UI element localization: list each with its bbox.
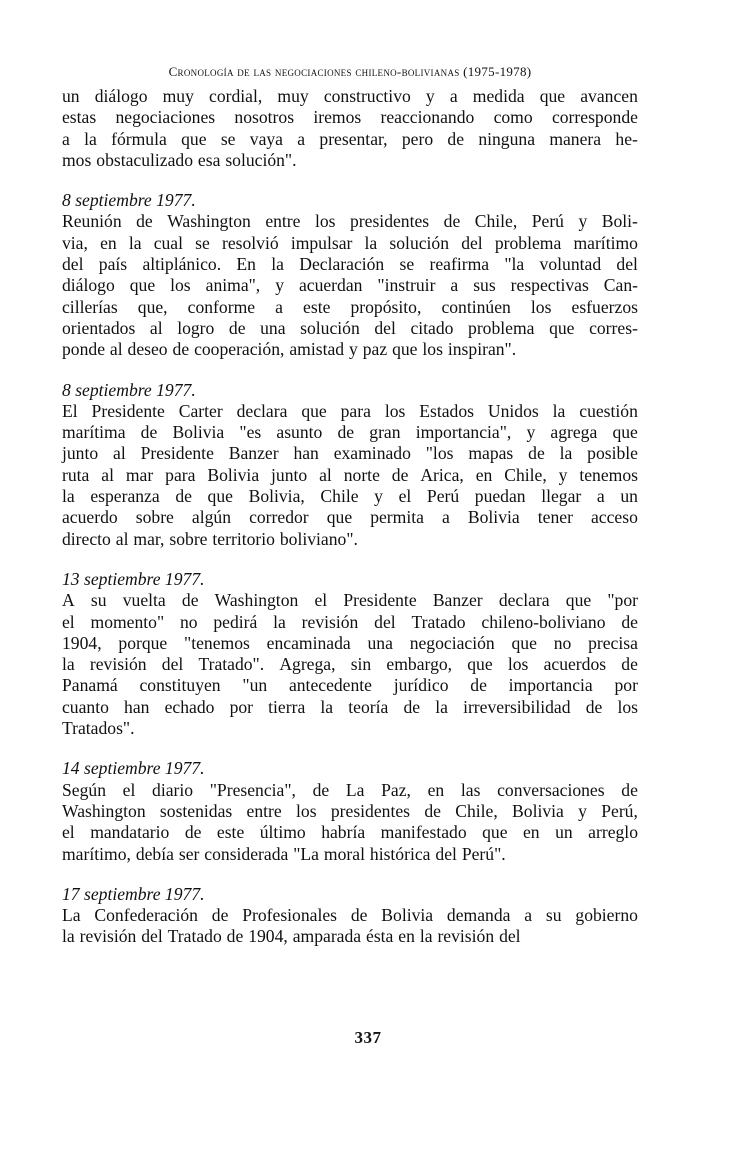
text-line: la revisión del Tratado". Agrega, sin embargo, que los acuerdos de	[62, 654, 638, 675]
text-line: ponde al deseo de cooperación, amistad y paz que los inspiran".	[62, 339, 517, 360]
continuation-paragraph	[62, 86, 638, 171]
text-line: Tratados".	[62, 718, 135, 739]
text-line: 1904, porque "tenemos encaminada una negociación que no precisa	[62, 632, 638, 653]
entry-date: 8 septiembre 1977.	[62, 379, 196, 400]
text-line: el mandatario de este último habría manifestado que en un arreglo	[62, 822, 638, 843]
text-line: junto al Presidente Banzer han examinado "los mapas de la posible	[62, 443, 638, 464]
text-line: la revisión del Tratado de 1904, amparada ésta en la revisión del	[62, 926, 521, 947]
text-line: Reunión de Washington entre los presidentes de Chile, Perú y Boli-	[62, 211, 638, 232]
text-line: cuanto han echado por tierra la teoría de la irreversibilidad de los	[62, 696, 638, 717]
text-line: ruta al mar para Bolivia junto al norte de Arica, en Chile, y tenemos	[62, 464, 638, 485]
entry-paragraph	[62, 211, 638, 360]
text-line: diálogo que los anima", y acuerdan "instruir a sus respectivas Can-	[62, 275, 638, 296]
text-line: del país altiplánico. En la Declaración se reafirma "la voluntad del	[62, 254, 638, 275]
running-title: Cronología de las negociaciones chileno-bolivianas	[168, 64, 460, 79]
running-years: (1975-1978)	[463, 64, 532, 79]
entry-date: 8 septiembre 1977.	[62, 190, 196, 211]
entry-paragraph	[62, 905, 638, 948]
text-line: Washington sostenidas entre los presidentes de Chile, Bolivia y Perú,	[62, 800, 638, 821]
entry-paragraph	[62, 590, 638, 739]
text-line: Según el diario "Presencia", de La Paz, en las conversaciones de	[62, 779, 638, 800]
text-line: cillerías que, conforme a este propósito, continúen los esfuerzos	[62, 296, 638, 317]
entry-date: 14 septiembre 1977.	[62, 758, 205, 779]
text-line: la esperanza de que Bolivia, Chile y el Perú puedan llegar a un	[62, 486, 638, 507]
chronology-entries	[62, 190, 638, 948]
text-line: La Confederación de Profesionales de Bolivia demanda a su gobierno	[62, 905, 638, 926]
book-page	[62, 64, 638, 948]
text-line: el momento" no pedirá la revisión del Tratado chileno-boliviano de	[62, 611, 638, 632]
text-line: a la fórmula que se vaya a presentar, pero de ninguna manera he-	[62, 128, 638, 149]
text-line: marítima de Bolivia "es asunto de gran importancia", y agrega que	[62, 422, 638, 443]
text-line: directo al mar, sobre territorio boliviano".	[62, 528, 358, 549]
text-line: El Presidente Carter declara que para los Estados Unidos la cuestión	[62, 400, 638, 421]
entry-paragraph	[62, 780, 638, 865]
text-line: mos obstaculizado esa solución".	[62, 149, 297, 170]
text-line: marítimo, debía ser considerada "La moral histórica del Perú".	[62, 843, 506, 864]
page-number: 337	[354, 1028, 382, 1047]
text-line: un diálogo muy cordial, muy constructivo y a medida que avancen	[62, 86, 638, 106]
chronology-entry	[62, 380, 638, 550]
chronology-entry	[62, 190, 638, 360]
entry-date: 13 septiembre 1977.	[62, 568, 205, 589]
chronology-entry	[62, 884, 638, 948]
text-line: estas negociaciones nosotros iremos reaccionando como corresponde	[62, 107, 638, 128]
entry-paragraph	[62, 401, 638, 550]
running-head	[62, 64, 638, 80]
text-line: orientados al logro de una solución del citado problema que corres-	[62, 317, 638, 338]
text-line: Panamá constituyen "un antecedente jurídico de importancia por	[62, 675, 638, 696]
chronology-entry	[62, 569, 638, 739]
text-line: A su vuelta de Washington el Presidente Banzer declara que "por	[62, 590, 638, 611]
entry-date: 17 septiembre 1977.	[62, 883, 205, 904]
text-line: acuerdo sobre algún corredor que permita a Bolivia tener acceso	[62, 507, 638, 528]
chronology-entry	[62, 758, 638, 864]
text-line: via, en la cual se resolvió impulsar la solución del problema marítimo	[62, 232, 638, 253]
